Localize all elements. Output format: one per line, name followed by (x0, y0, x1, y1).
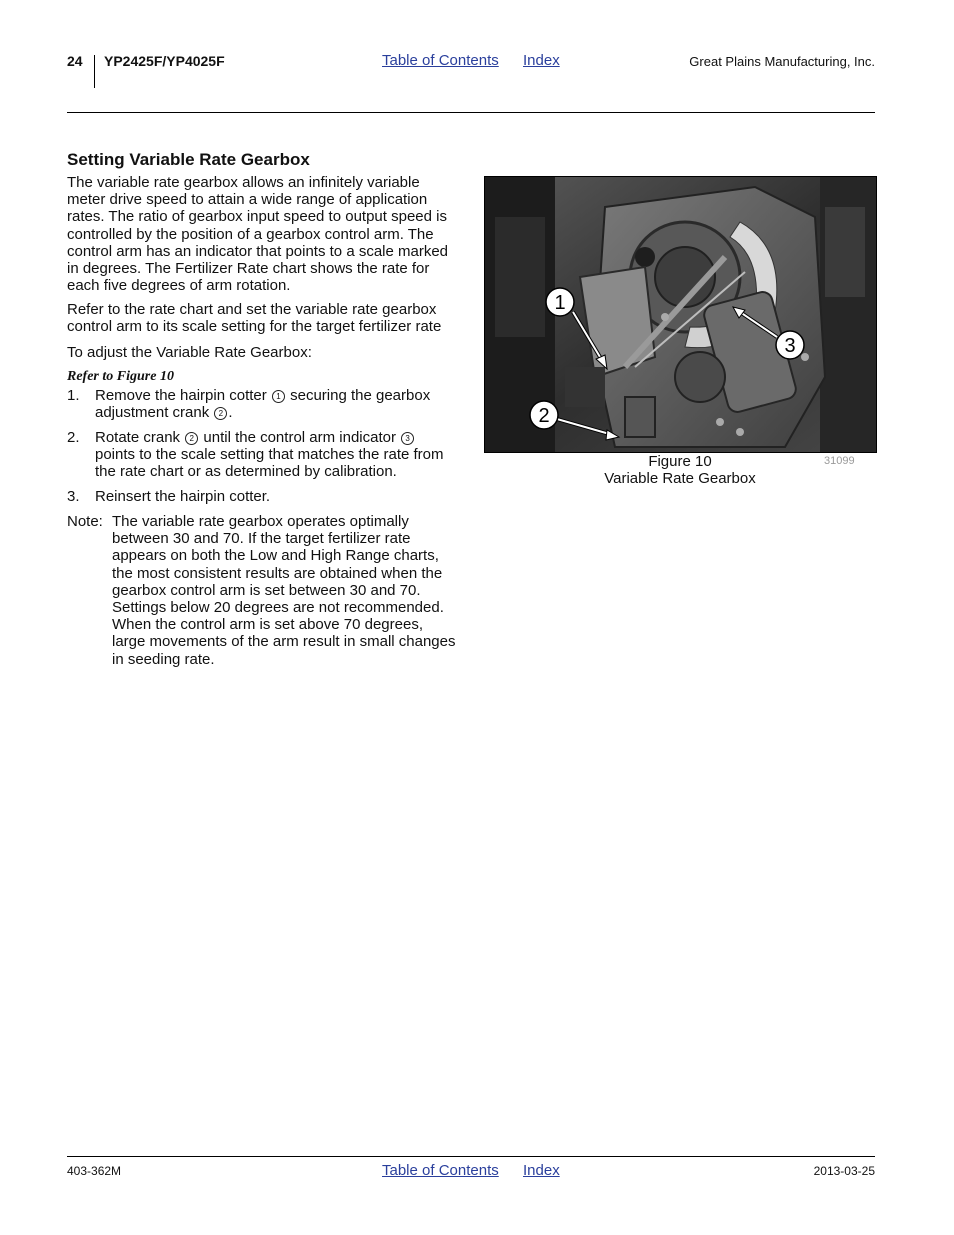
note-text: The variable rate gearbox operates optimally between 30 and 70. If the target fertilizer rate appears on both the Low and High Range charts, the most consistent results are obtained when the gearbox control arm is set between 30 and 70. Settings below 20 degrees are not recommended. When the control arm is set above 70 degrees, large movements of the arm result in small changes in seeding rate. (112, 513, 456, 668)
step-text: Remove the hairpin cotter 1 securing the gearbox adjustment crank 2 . (95, 387, 431, 422)
header-divider (94, 55, 95, 88)
step-text: Reinsert the hairpin cotter. (95, 488, 271, 505)
company-name: Great Plains Manufacturing, Inc. (689, 54, 875, 69)
figure-caption (560, 453, 800, 487)
step-number: 1. (67, 387, 80, 404)
figure-number: Figure 10 (648, 453, 712, 470)
figure-title: Variable Rate Gearbox (604, 470, 756, 487)
callout-2-label: 2 (538, 405, 550, 427)
step-number: 3. (67, 488, 80, 505)
note-label: Note: (67, 513, 103, 530)
callout-3-marker: 3 (401, 432, 414, 445)
footer-rule (67, 1156, 875, 1157)
callout-3-label: 3 (784, 335, 796, 357)
header-rule (67, 112, 875, 113)
publication-date: 2013-03-25 (813, 1164, 875, 1178)
figure-reference: Refer to Figure 10 (67, 369, 174, 384)
document-number: 403-362M (67, 1164, 122, 1178)
figure-id: 31099 (824, 455, 855, 467)
section-heading: Setting Variable Rate Gearbox (67, 150, 310, 169)
callout-2-marker: 2 (214, 407, 227, 420)
footer-toc-link[interactable]: Table of Contents (382, 1162, 499, 1179)
model-title: YP2425F/YP4025F (104, 53, 225, 69)
callout-1 (546, 288, 574, 316)
page-number: 24 (67, 53, 83, 69)
header-index-link[interactable]: Index (523, 52, 560, 69)
rate-chart-paragraph: Refer to the rate chart and set the variable rate gearbox control arm to its scale setting for the target fertilizer rate (67, 301, 442, 336)
callout-1-label: 1 (554, 292, 566, 314)
intro-paragraph: The variable rate gearbox allows an infinitely variable meter drive speed to attain a wide range of application rates. The ratio of gearbox input speed to output speed is controlled by the position of a gearbox control arm. The control arm has an indicator that points to a scale marked in degrees. The Fertilizer Rate chart shows the rate for each five degrees of arm rotation. (67, 174, 449, 295)
step-text: Rotate crank 2 until the control arm indicator 3 points to the scale setting that matches the rate from the rate chart or as determined by calibration. (95, 429, 444, 481)
callout-2-marker: 2 (185, 432, 198, 445)
callout-1-marker: 1 (272, 390, 285, 403)
callout-3 (776, 331, 804, 359)
adjust-paragraph: To adjust the Variable Rate Gearbox: (67, 344, 312, 361)
gearbox-photo (484, 176, 877, 453)
callout-2 (530, 401, 558, 429)
footer-index-link[interactable]: Index (523, 1162, 560, 1179)
header-toc-link[interactable]: Table of Contents (382, 52, 499, 69)
step-number: 2. (67, 429, 80, 446)
